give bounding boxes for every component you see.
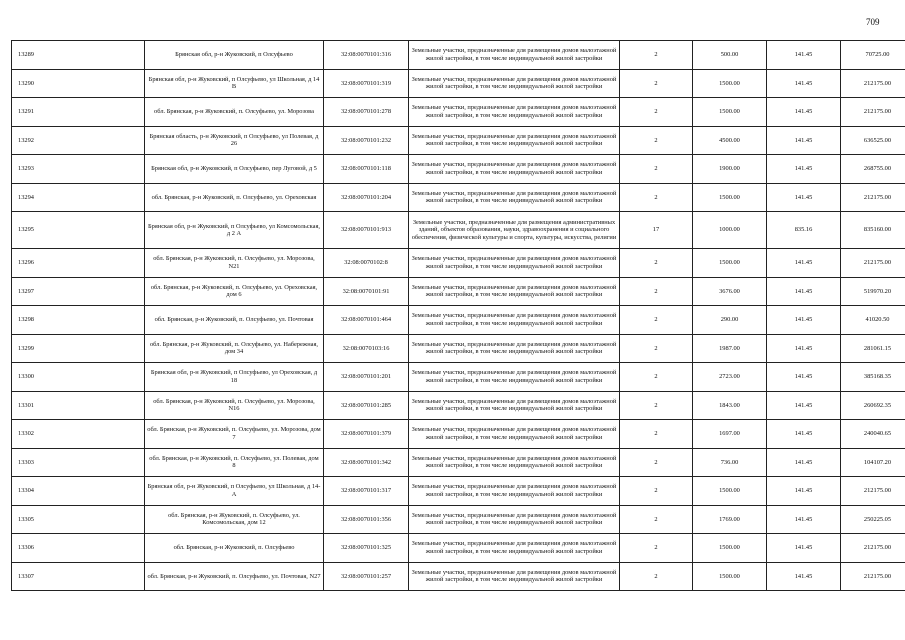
specific-value-cell: 141.45 — [767, 306, 841, 335]
group-cell: 2 — [620, 334, 693, 363]
address-cell: Брянская обл, р-н Жуковский, п Олсуфьево, ул Школьная, д 14-А — [145, 477, 324, 506]
row-number-cell: 13292 — [12, 126, 145, 155]
area-cell: 1987.00 — [693, 334, 767, 363]
specific-value-cell: 141.45 — [767, 363, 841, 392]
cadastral-value-cell: 70725.00 — [841, 41, 905, 70]
cadastral-number-cell: 32:08:0070101:285 — [324, 391, 409, 420]
row-number-cell: 13298 — [12, 306, 145, 335]
land-use-cell: Земельные участки, предназначенные для размещения домов малоэтажной жилой застройки, в том числе индивидуальной жилой застройки — [409, 477, 620, 506]
group-cell: 2 — [620, 249, 693, 278]
area-cell: 290.00 — [693, 306, 767, 335]
group-cell: 2 — [620, 183, 693, 212]
cadastral-number-cell: 32:08:0070101:118 — [324, 155, 409, 184]
address-cell: Брянская область, р-н Жуковский, п Олсуфьево, ул Полевая, д 26 — [145, 126, 324, 155]
cadastral-number-cell: 32:08:0070103:16 — [324, 334, 409, 363]
land-use-cell: Земельные участки, предназначенные для размещения домов малоэтажной жилой застройки, в том числе индивидуальной жилой застройки — [409, 334, 620, 363]
table-row — [12, 363, 905, 392]
cadastral-value-cell: 212175.00 — [841, 98, 905, 127]
land-use-cell: Земельные участки, предназначенные для размещения домов малоэтажной жилой застройки, в том числе индивидуальной жилой застройки — [409, 69, 620, 98]
cadastral-value-cell: 212175.00 — [841, 183, 905, 212]
group-cell: 2 — [620, 420, 693, 449]
table-row — [12, 334, 905, 363]
area-cell: 1843.00 — [693, 391, 767, 420]
area-cell: 1769.00 — [693, 505, 767, 534]
table-row — [12, 306, 905, 335]
area-cell: 500.00 — [693, 41, 767, 70]
land-use-cell: Земельные участки, предназначенные для размещения домов малоэтажной жилой застройки, в том числе индивидуальной жилой застройки — [409, 448, 620, 477]
specific-value-cell: 141.45 — [767, 155, 841, 184]
table-row — [12, 98, 905, 127]
cadastral-number-cell: 32:08:0070101:464 — [324, 306, 409, 335]
specific-value-cell: 141.45 — [767, 334, 841, 363]
cadastral-value-cell: 281061.15 — [841, 334, 905, 363]
land-use-cell: Земельные участки, предназначенные для размещения домов малоэтажной жилой застройки, в том числе индивидуальной жилой застройки — [409, 41, 620, 70]
table-body — [12, 41, 905, 591]
area-cell: 1500.00 — [693, 69, 767, 98]
cadastral-number-cell: 32:08:0070101:342 — [324, 448, 409, 477]
row-number-cell: 13303 — [12, 448, 145, 477]
row-number-cell: 13291 — [12, 98, 145, 127]
cadastral-value-cell: 240040.65 — [841, 420, 905, 449]
area-cell: 1500.00 — [693, 249, 767, 278]
address-cell: обл. Брянская, р-н Жуковский, п. Олсуфьево, ул. Набережная, дом 34 — [145, 334, 324, 363]
cadastral-value-cell: 104107.20 — [841, 448, 905, 477]
specific-value-cell: 141.45 — [767, 562, 841, 591]
table-row — [12, 534, 905, 563]
specific-value-cell: 141.45 — [767, 277, 841, 306]
group-cell: 2 — [620, 69, 693, 98]
cadastral-number-cell: 32:08:0070102:8 — [324, 249, 409, 278]
table-row — [12, 41, 905, 70]
land-use-cell: Земельные участки, предназначенные для размещения домов малоэтажной жилой застройки, в том числе индивидуальной жилой застройки — [409, 98, 620, 127]
cadastral-value-cell: 519970.20 — [841, 277, 905, 306]
land-use-cell: Земельные участки, предназначенные для размещения домов малоэтажной жилой застройки, в том числе индивидуальной жилой застройки — [409, 155, 620, 184]
group-cell: 2 — [620, 277, 693, 306]
group-cell: 2 — [620, 363, 693, 392]
row-number-cell: 13299 — [12, 334, 145, 363]
row-number-cell: 13290 — [12, 69, 145, 98]
address-cell: Брянская обл, р-н Жуковский, п Олсуфьево — [145, 41, 324, 70]
specific-value-cell: 141.45 — [767, 249, 841, 278]
cadastral-number-cell: 32:08:0070101:379 — [324, 420, 409, 449]
table-row — [12, 212, 905, 249]
address-cell: обл. Брянская, р-н Жуковский, п. Олсуфьево, ул. Морозова, дом 7 — [145, 420, 324, 449]
row-number-cell: 13300 — [12, 363, 145, 392]
address-cell: обл. Брянская, р-н Жуковский, п. Олсуфьево, ул. Ореховская, дом 6 — [145, 277, 324, 306]
cadastral-number-cell: 32:08:0070101:356 — [324, 505, 409, 534]
address-cell: обл. Брянская, р-н Жуковский, п. Олсуфьево, ул. Морозова, N16 — [145, 391, 324, 420]
cadastral-value-cell: 385168.35 — [841, 363, 905, 392]
land-use-cell: Земельные участки, предназначенные для размещения домов малоэтажной жилой застройки, в том числе индивидуальной жилой застройки — [409, 391, 620, 420]
row-number-cell: 13305 — [12, 505, 145, 534]
group-cell: 2 — [620, 448, 693, 477]
table-row — [12, 448, 905, 477]
land-use-cell: Земельные участки, предназначенные для размещения домов малоэтажной жилой застройки, в том числе индивидуальной жилой застройки — [409, 534, 620, 563]
group-cell: 2 — [620, 477, 693, 506]
cadastral-value-cell: 835160.00 — [841, 212, 905, 249]
address-cell: обл. Брянская, р-н Жуковский, п. Олсуфьево, ул. Ореховская — [145, 183, 324, 212]
address-cell: обл. Брянская, р-н Жуковский, п. Олсуфьево, ул. Морозова, N21 — [145, 249, 324, 278]
table-row — [12, 155, 905, 184]
row-number-cell: 13301 — [12, 391, 145, 420]
table-row — [12, 420, 905, 449]
row-number-cell: 13294 — [12, 183, 145, 212]
cadastral-number-cell: 32:08:0070101:325 — [324, 534, 409, 563]
cadastral-number-cell: 32:08:0070101:204 — [324, 183, 409, 212]
table-row — [12, 249, 905, 278]
specific-value-cell: 141.45 — [767, 98, 841, 127]
area-cell: 1500.00 — [693, 477, 767, 506]
cadastral-value-cell: 212175.00 — [841, 562, 905, 591]
row-number-cell: 13306 — [12, 534, 145, 563]
land-use-cell: Земельные участки, предназначенные для размещения домов малоэтажной жилой застройки, в том числе индивидуальной жилой застройки — [409, 183, 620, 212]
cadastral-value-cell: 212175.00 — [841, 534, 905, 563]
address-cell: обл. Брянская, р-н Жуковский, п. Олсуфьево, ул. Комсомольская, дом 12 — [145, 505, 324, 534]
row-number-cell: 13289 — [12, 41, 145, 70]
land-use-cell: Земельные участки, предназначенные для размещения домов малоэтажной жилой застройки, в том числе индивидуальной жилой застройки — [409, 562, 620, 591]
row-number-cell: 13302 — [12, 420, 145, 449]
table-row — [12, 391, 905, 420]
area-cell: 2723.00 — [693, 363, 767, 392]
land-use-cell: Земельные участки, предназначенные для размещения домов малоэтажной жилой застройки, в том числе индивидуальной жилой застройки — [409, 126, 620, 155]
address-cell: обл. Брянская, р-н Жуковский, п. Олсуфьево, ул. Почтовая — [145, 306, 324, 335]
cadastral-value-cell: 212175.00 — [841, 477, 905, 506]
area-cell: 1500.00 — [693, 562, 767, 591]
page-number: 709 — [866, 17, 880, 27]
specific-value-cell: 141.45 — [767, 126, 841, 155]
group-cell: 17 — [620, 212, 693, 249]
specific-value-cell: 141.45 — [767, 391, 841, 420]
table-row — [12, 477, 905, 506]
cadastral-value-cell: 212175.00 — [841, 249, 905, 278]
land-use-cell: Земельные участки, предназначенные для размещения домов малоэтажной жилой застройки, в том числе индивидуальной жилой застройки — [409, 420, 620, 449]
land-use-cell: Земельные участки, предназначенные для размещения административных зданий, объектов образования, науки, здравоохранения и социального обеспечения, физической культуры и спорта, культуры, искусства, религии — [409, 212, 620, 249]
group-cell: 2 — [620, 41, 693, 70]
table-row — [12, 126, 905, 155]
area-cell: 1697.00 — [693, 420, 767, 449]
cadastral-number-cell: 32:08:0070101:91 — [324, 277, 409, 306]
cadastral-number-cell: 32:08:0070101:278 — [324, 98, 409, 127]
cadastral-value-cell: 41020.50 — [841, 306, 905, 335]
specific-value-cell: 141.45 — [767, 420, 841, 449]
cadastral-number-cell: 32:08:0070101:201 — [324, 363, 409, 392]
row-number-cell: 13296 — [12, 249, 145, 278]
area-cell: 1000.00 — [693, 212, 767, 249]
land-use-cell: Земельные участки, предназначенные для размещения домов малоэтажной жилой застройки, в том числе индивидуальной жилой застройки — [409, 505, 620, 534]
cadastral-value-cell: 268755.00 — [841, 155, 905, 184]
cadastral-number-cell: 32:08:0070101:257 — [324, 562, 409, 591]
land-use-cell: Земельные участки, предназначенные для размещения домов малоэтажной жилой застройки, в том числе индивидуальной жилой застройки — [409, 249, 620, 278]
area-cell: 4500.00 — [693, 126, 767, 155]
group-cell: 2 — [620, 306, 693, 335]
address-cell: обл. Брянская, р-н Жуковский, п. Олсуфьево, ул. Морозова — [145, 98, 324, 127]
land-use-cell: Земельные участки, предназначенные для размещения домов малоэтажной жилой застройки, в том числе индивидуальной жилой застройки — [409, 306, 620, 335]
row-number-cell: 13307 — [12, 562, 145, 591]
group-cell: 2 — [620, 98, 693, 127]
table-row — [12, 562, 905, 591]
specific-value-cell: 141.45 — [767, 477, 841, 506]
address-cell: обл. Брянская, р-н Жуковский, п. Олсуфьево, ул. Почтовая, N27 — [145, 562, 324, 591]
address-cell: Брянская обл, р-н Жуковский, п Олсуфьево, пер Луговой, д 5 — [145, 155, 324, 184]
address-cell: Брянская обл, р-н Жуковский, п Олсуфьево, ул Ореховская, д 18 — [145, 363, 324, 392]
table-row — [12, 505, 905, 534]
cadastral-value-cell: 260692.35 — [841, 391, 905, 420]
cadastral-value-cell: 250225.05 — [841, 505, 905, 534]
row-number-cell: 13293 — [12, 155, 145, 184]
specific-value-cell: 141.45 — [767, 41, 841, 70]
group-cell: 2 — [620, 126, 693, 155]
cadastral-value-cell: 212175.00 — [841, 69, 905, 98]
address-cell: обл. Брянская, р-н Жуковский, п. Олсуфьево — [145, 534, 324, 563]
area-cell: 1500.00 — [693, 183, 767, 212]
specific-value-cell: 835.16 — [767, 212, 841, 249]
area-cell: 1500.00 — [693, 98, 767, 127]
group-cell: 2 — [620, 505, 693, 534]
area-cell: 1500.00 — [693, 534, 767, 563]
area-cell: 736.00 — [693, 448, 767, 477]
group-cell: 2 — [620, 391, 693, 420]
specific-value-cell: 141.45 — [767, 534, 841, 563]
table-row — [12, 69, 905, 98]
cadastral-number-cell: 32:08:0070101:232 — [324, 126, 409, 155]
address-cell: Брянская обл, р-н Жуковский, п Олсуфьево, ул Комсомольская, д 2 А — [145, 212, 324, 249]
specific-value-cell: 141.45 — [767, 183, 841, 212]
area-cell: 3676.00 — [693, 277, 767, 306]
land-use-cell: Земельные участки, предназначенные для размещения домов малоэтажной жилой застройки, в том числе индивидуальной жилой застройки — [409, 277, 620, 306]
address-cell: Брянская обл, р-н Жуковский, п Олсуфьево, ул Школьная, д 14 В — [145, 69, 324, 98]
cadastral-number-cell: 32:08:0070101:317 — [324, 477, 409, 506]
cadastral-number-cell: 32:08:0070101:316 — [324, 41, 409, 70]
row-number-cell: 13297 — [12, 277, 145, 306]
cadastral-number-cell: 32:08:0070101:319 — [324, 69, 409, 98]
cadastral-value-cell: 636525.00 — [841, 126, 905, 155]
land-registry-table — [11, 40, 905, 591]
specific-value-cell: 141.45 — [767, 448, 841, 477]
row-number-cell: 13295 — [12, 212, 145, 249]
table-row — [12, 183, 905, 212]
address-cell: обл. Брянская, р-н Жуковский, п. Олсуфьево, ул. Полевая, дом 8 — [145, 448, 324, 477]
group-cell: 2 — [620, 155, 693, 184]
land-use-cell: Земельные участки, предназначенные для размещения домов малоэтажной жилой застройки, в том числе индивидуальной жилой застройки — [409, 363, 620, 392]
group-cell: 2 — [620, 534, 693, 563]
specific-value-cell: 141.45 — [767, 69, 841, 98]
row-number-cell: 13304 — [12, 477, 145, 506]
specific-value-cell: 141.45 — [767, 505, 841, 534]
area-cell: 1900.00 — [693, 155, 767, 184]
cadastral-number-cell: 32:08:0070101:913 — [324, 212, 409, 249]
table-row — [12, 277, 905, 306]
group-cell: 2 — [620, 562, 693, 591]
